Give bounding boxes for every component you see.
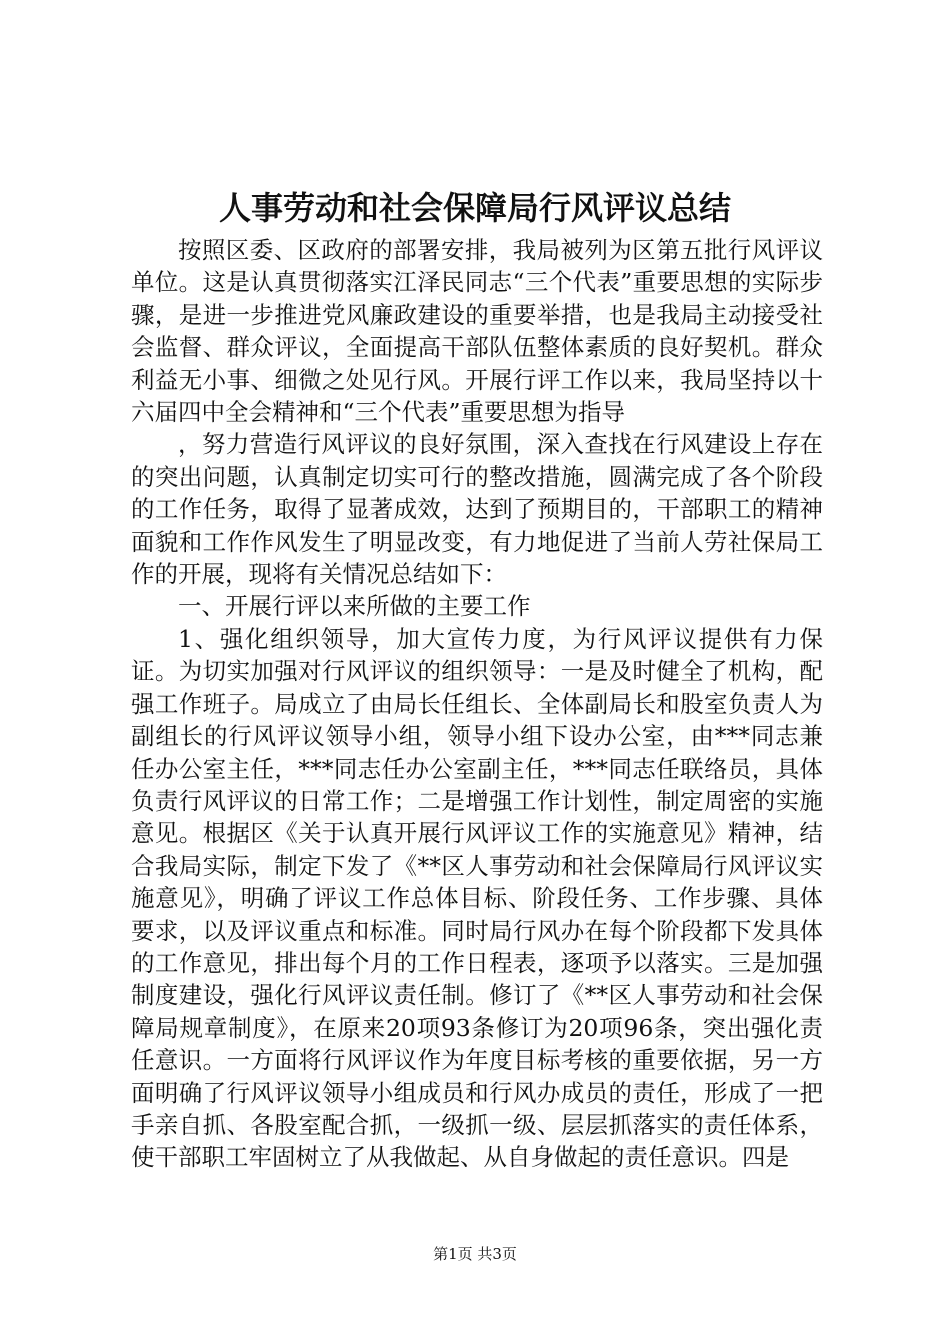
- section-heading: 一、开展行评以来所做的主要工作: [178, 592, 531, 621]
- document-body: [131, 234, 823, 1174]
- paragraph-continuation: ，努力营造行风评议的良好氛围，深入查找在行风建设上存在的突出问题，认真制定切实可行的整改措施，圆满完成了各个阶段的工作任务，取得了显著成效，达到了预期目的，干部职工的精神面貌和工作作风发生了明显改变，有力地促进了当前人劳社保局工作的开展，现将有关情况总结如下：: [131, 430, 823, 589]
- paragraph-intro: 按照区委、区政府的部署安排，我局被列为区第五批行风评议单位。这是认真贯彻落实江泽民同志“三个代表”重要思想的实际步骤，是进一步推进党风廉政建设的重要举措，也是我局主动接受社会监督、群众评议，全面提高干部队伍整体素质的良好契机。群众利益无小事、细微之处见行风。开展行评工作以来，我局坚持以十六届四中全会精神和“三个代表”重要思想为指导: [131, 236, 823, 427]
- paragraph-item-1: 1、强化组织领导，加大宣传力度，为行风评议提供有力保证。为切实加强对行风评议的组织领导：一是及时健全了机构，配强工作班子。局成立了由局长任组长、全体副局长和股室负责人为副组长的行风评议领导小组，领导小组下设办公室，由***同志兼任办公室主任，***同志任办公室副主任，***同志任联络员，具体负责行风评议的日常工作；二是增强工作计划性，制定周密的实施意见。根据区《关于认真开展行风评议工作的实施意见》精神，结合我局实际，制定下发了《**区人事劳动和社会保障局行风评议实施意见》，明确了评议工作总体目标、阶段任务、工作步骤、具体要求，以及评议重点和标准。同时局行风办在每个阶段都下发具体的工作意见，排出每个月的工作日程表，逐项予以落实。三是加强制度建设，强化行风评议责任制。修订了《**区人事劳动和社会保障局规章制度》，在原来20项93条修订为20项96条，突出强化责任意识。一方面将行风评议作为年度目标考核的重要依据，另一方面明确了行风评议领导小组成员和行风办成员的责任，形成了一把手亲自抓、各股室配合抓，一级抓一级、层层抓落实的责任体系，使干部职工牢固树立了从我做起、从自身做起的责任意识。四是: [131, 624, 823, 1172]
- document-title: 人事劳动和社会保障局行风评议总结: [218, 189, 731, 227]
- page-number: 第1页 共3页: [433, 1245, 517, 1263]
